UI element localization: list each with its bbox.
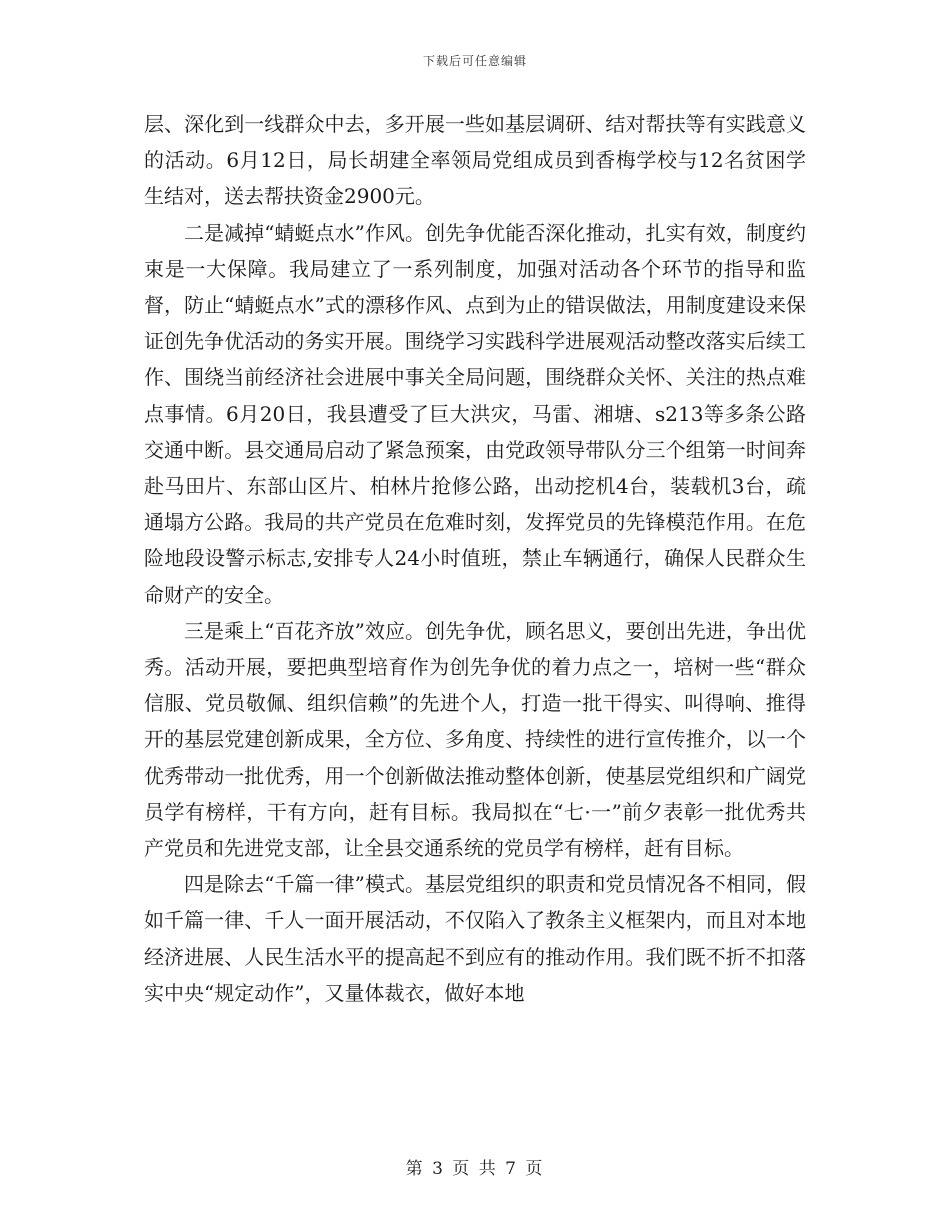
paragraph-uniform-mode: 四是除去“千篇一律”模式。基层党组织的职责和党员情况各不相同，假如千篇一律、千人一面开展活动，不仅陷入了教条主义框架内，而且对本地经济进展、人民生活水平的提高起不到应有的推动作用。我们既不折不扣落实中央“规定动作”，又量体裁衣，做好本地 — [144, 872, 806, 1005]
page-header: 下载后可任意编辑 — [422, 54, 527, 68]
document-body — [144, 106, 806, 1011]
paragraph-hundred-flowers: 三是乘上“百花齐放”效应。创先争优，顾名思义，要创出先进，争出优秀。活动开展，要把典型培育作为创先争优的着力点之一，培树一些“群众信服、党员敬佩、组织信赖”的先进个人，打造一批干得实、叫得响、推得开的基层党建创新成果，全方位、多角度、持续性的进行宣传推介，以一个优秀带动一批优秀，用一个创新做法推动整体创新，使基层党组织和广阔党员学有榜样，干有方向，赶有目标。我局拟在“七·一”前夕表彰一批优秀共产党员和先进党支部，让全县交通系统的党员学有榜样，赶有目标。 — [144, 618, 806, 861]
paragraph-dragonfly: 二是减掉“蜻蜓点水”作风。创先争优能否深化推动，扎实有效，制度约束是一大保障。我局建立了一系列制度，加强对活动各个环节的指导和监督，防止“蜻蜓点水”式的漂移作风、点到为止的错误做法，用制度建设来保证创先争优活动的务实开展。围绕学习实践科学进展观活动整改落实后续工作、围绕当前经济社会进展中事关全局问题，围绕群众关怀、关注的热点难点事情。6月20日，我县遭受了巨大洪灾，马雷、湘塘、s213等多条公路交通中断。县交通局启动了紧急预案，由党政领导带队分三个组第一时间奔赴马田片、东部山区片、柏林片抢修公路，出动挖机4台，装载机3台，疏通塌方公路。我局的共产党员在危难时刻，发挥党员的先锋模范作用。在危险地段设警示标志,安排专人24小时值班，禁止车辆通行，确保人民群众生命财产的安全。 — [144, 220, 806, 607]
paragraph-continuation: 层、深化到一线群众中去，多开展一些如基层调研、结对帮扶等有实践意义的活动。6月12日，局长胡建全率领局党组成员到香梅学校与12名贫困学生结对，送去帮扶资金2900元。 — [144, 112, 806, 209]
page-number-footer: 第 3 页 共 7 页 — [405, 1159, 545, 1179]
